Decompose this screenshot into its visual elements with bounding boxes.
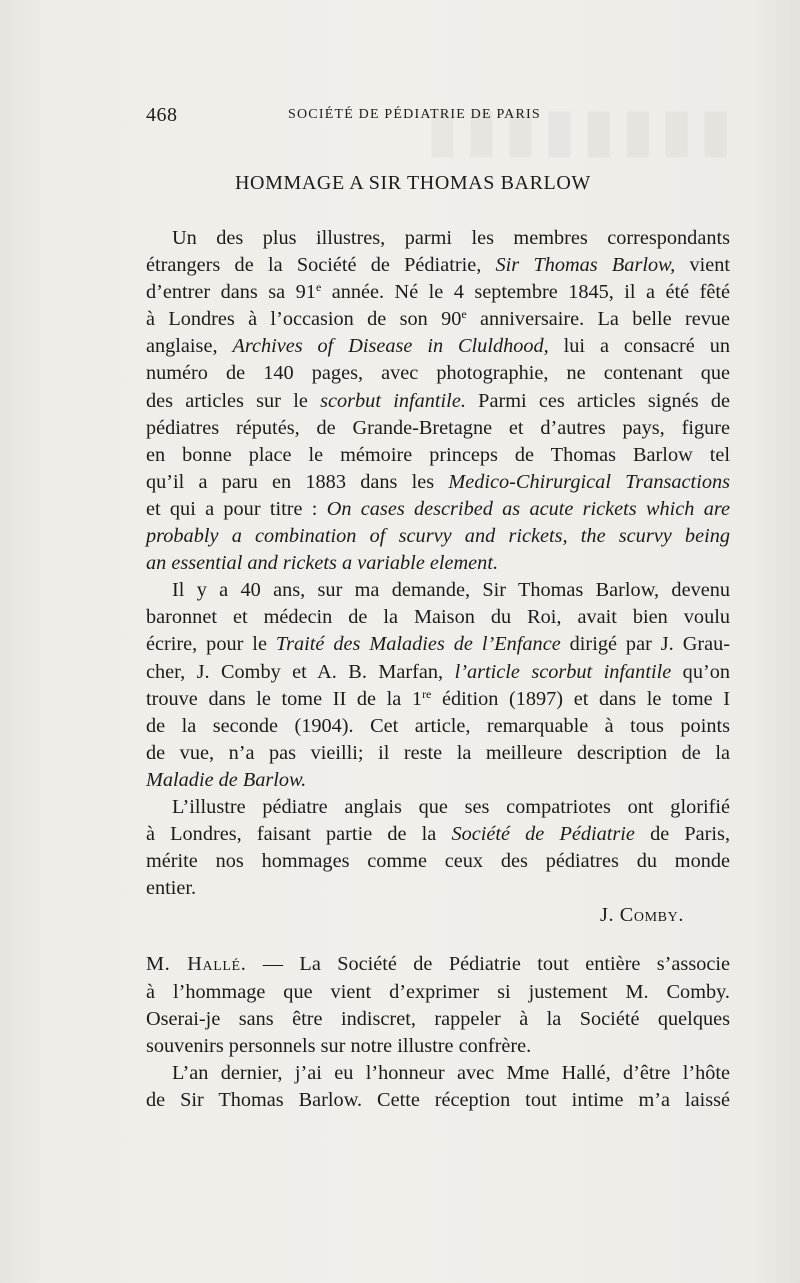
speaker-name: M. Hallé.: [146, 953, 247, 976]
text-line: pédiatres réputés, de Grande-Bretagne et d’autres pays, figure: [146, 416, 730, 439]
text-line: écrire, pour le Traité des Maladies de l’Enfance dirigé par J. Grau-: [146, 633, 730, 656]
running-head: SOCIÉTÉ DE PÉDIATRIE DE PARIS: [288, 107, 541, 122]
text-line: Oserai-je sans être indiscret, rappeler à la Société quelques: [146, 1007, 730, 1030]
text-line: et qui a pour titre : On cases described as acute rickets which are: [146, 497, 730, 520]
text-line: qu’il a paru en 1883 dans les Medico-Chirurgical Transactions: [146, 470, 730, 493]
text-line: à Londres, faisant partie de la Société de Pédiatrie de Paris,: [146, 823, 731, 846]
text-line: L’illustre pédiatre anglais que ses compatriotes ont glorifié: [172, 795, 730, 818]
article-title: HOMMAGE A SIR THOMAS BARLOW: [235, 172, 591, 194]
text-line: cher, J. Comby et A. B. Marfan, l’article scorbut infantile qu’on: [146, 660, 730, 683]
text-line: Maladie de Barlow.: [146, 768, 307, 791]
text-line: en bonne place le mémoire princeps de Thomas Barlow tel: [146, 443, 730, 466]
text-line: baronnet et médecin de la Maison du Roi, avait bien voulu: [146, 606, 730, 629]
text-line: Un des plus illustres, parmi les membres correspondants: [172, 227, 730, 249]
text-line: L’an dernier, j’ai eu l’honneur avec Mme Hallé, d’être l’hôte: [172, 1061, 730, 1084]
text-line: mérite nos hommages comme ceux des pédiatres du monde: [146, 850, 730, 873]
page-header: [146, 104, 586, 128]
text-line: étrangers de la Société de Pédiatrie, Sir Thomas Barlow, vient: [146, 254, 731, 277]
text-line: souvenirs personnels sur notre illustre confrère.: [146, 1034, 532, 1057]
text-line: des articles sur le scorbut infantile. Parmi ces articles signés de: [146, 389, 731, 412]
text-line: Il y a 40 ans, sur ma demande, Sir Thomas Barlow, devenu: [172, 579, 730, 602]
signature: J. Comby.: [599, 904, 684, 927]
text-line: M. Hallé. — La Société de Pédiatrie tout entière s’associe: [146, 953, 730, 976]
page-number: 468: [146, 104, 178, 126]
text-line: à Londres à l’occasion de son 90e anniversaire. La belle revue: [146, 307, 730, 331]
text-line: trouve dans le tome II de la 1re édition (1897) et dans le tome I: [146, 686, 730, 710]
text-line: de la seconde (1904). Cet article, remarquable à tous points: [146, 714, 730, 737]
text-line: numéro de 140 pages, avec photographie, ne contenant que: [146, 362, 730, 385]
text-line: de vue, n’a pas vieilli; il reste la meilleure description de la: [146, 741, 730, 764]
text-line: de Sir Thomas Barlow. Cette réception tout intime m’a laissé: [146, 1088, 730, 1111]
text-line: anglaise, Archives of Disease in Cluldhood, lui a consacré un: [146, 335, 730, 358]
text-line: an essential and rickets a variable element.: [146, 552, 499, 575]
text-line: probably a combination of scurvy and rickets, the scurvy being: [146, 525, 730, 548]
text-line: à l’hommage que vient d’exprimer si justement M. Comby.: [146, 980, 730, 1003]
article-body: [146, 225, 730, 1114]
section-gap: [146, 929, 730, 951]
text-line: entier.: [146, 877, 197, 900]
text-line: d’entrer dans sa 91e année. Né le 4 septembre 1845, il a été fêté: [146, 280, 730, 304]
